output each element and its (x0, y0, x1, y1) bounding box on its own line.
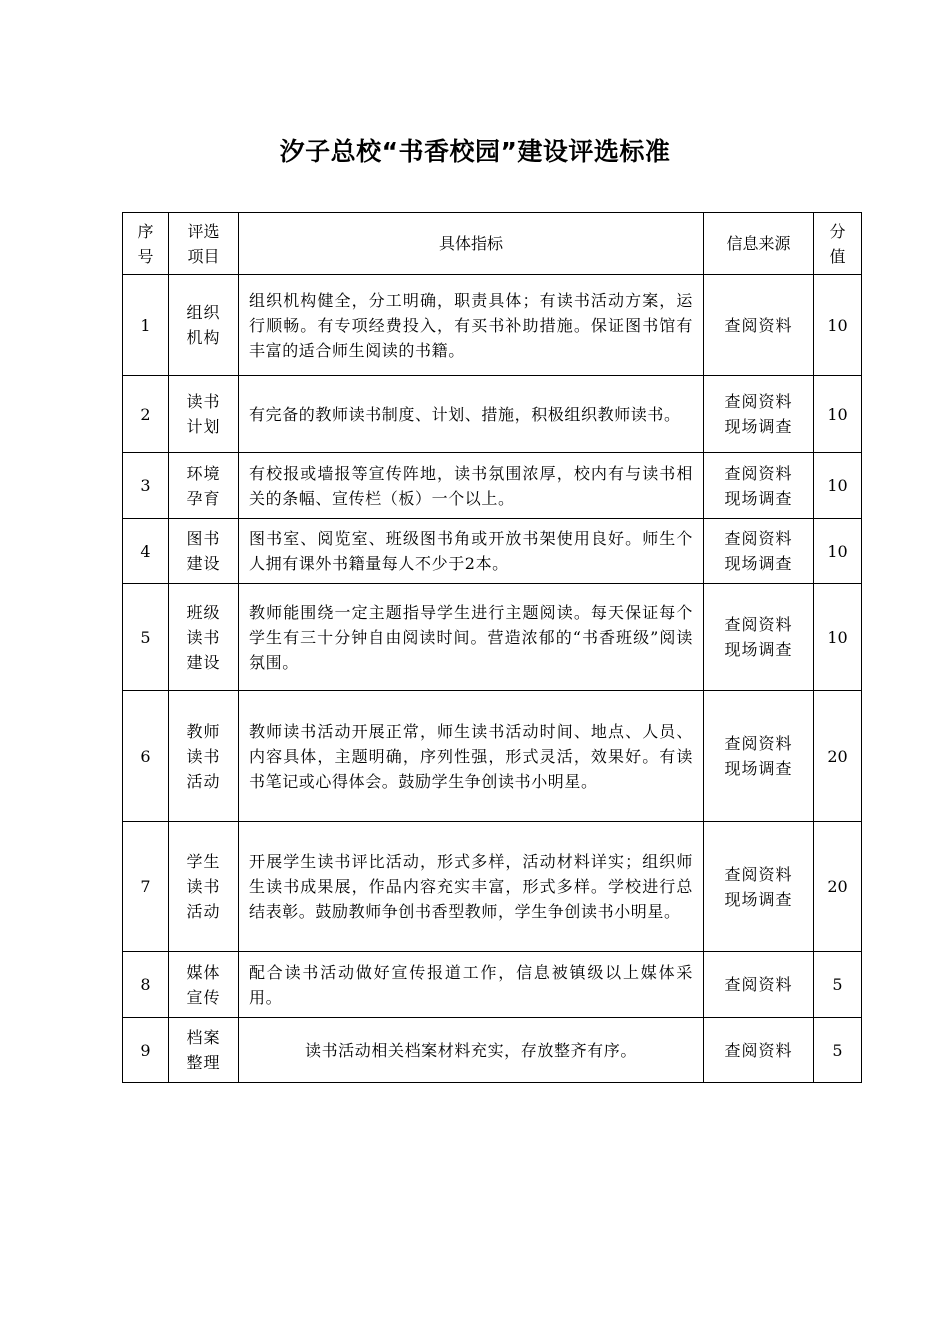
criteria-table (122, 212, 862, 1083)
row-source: 查阅资料 现场调查 (704, 691, 814, 822)
row-score: 10 (814, 584, 862, 691)
row-source: 查阅资料 现场调查 (704, 453, 814, 519)
row-source: 查阅资料 现场调查 (704, 822, 814, 952)
table-header-row (123, 213, 862, 275)
header-item: 评选 项目 (169, 213, 239, 275)
row-desc: 教师读书活动开展正常，师生读书活动时间、地点、人员、内容具体，主题明确，序列性强，形式灵活，效果好。有读书笔记或心得体会。鼓励学生争创读书小明星。 (239, 691, 704, 822)
row-no: 9 (123, 1018, 169, 1083)
row-source: 查阅资料 (704, 1018, 814, 1083)
row-item: 环境 孕育 (169, 453, 239, 519)
row-score: 10 (814, 453, 862, 519)
row-no: 2 (123, 376, 169, 453)
row-item: 组织 机构 (169, 275, 239, 376)
row-no: 6 (123, 691, 169, 822)
table-row (123, 691, 862, 822)
row-item: 图书 建设 (169, 519, 239, 584)
row-desc: 组织机构健全，分工明确，职责具体；有读书活动方案，运行顺畅。有专项经费投入，有买书补助措施。保证图书馆有丰富的适合师生阅读的书籍。 (239, 275, 704, 376)
page-title: 汐子总校“书香校园”建设评选标准 (279, 137, 671, 166)
header-score: 分 值 (814, 213, 862, 275)
row-item: 班级 读书 建设 (169, 584, 239, 691)
table-row (123, 275, 862, 376)
row-score: 20 (814, 691, 862, 822)
table-row (123, 453, 862, 519)
table-row (123, 519, 862, 584)
row-desc: 开展学生读书评比活动，形式多样，活动材料详实；组织师生读书成果展，作品内容充实丰富，形式多样。学校进行总结表彰。鼓励教师争创书香型教师，学生争创读书小明星。 (239, 822, 704, 952)
table-row (123, 376, 862, 453)
row-source: 查阅资料 (704, 952, 814, 1018)
header-source: 信息来源 (704, 213, 814, 275)
row-desc: 教师能围绕一定主题指导学生进行主题阅读。每天保证每个学生有三十分钟自由阅读时间。营造浓郁的“书香班级”阅读氛围。 (239, 584, 704, 691)
row-item: 档案 整理 (169, 1018, 239, 1083)
row-source: 查阅资料 现场调查 (704, 584, 814, 691)
row-no: 1 (123, 275, 169, 376)
row-item: 读书 计划 (169, 376, 239, 453)
table-row (123, 584, 862, 691)
row-desc: 图书室、阅览室、班级图书角或开放书架使用良好。师生个人拥有课外书籍量每人不少于2本。 (239, 519, 704, 584)
header-desc: 具体指标 (239, 213, 704, 275)
row-no: 4 (123, 519, 169, 584)
header-no: 序 号 (123, 213, 169, 275)
row-item: 学生 读书 活动 (169, 822, 239, 952)
row-desc: 配合读书活动做好宣传报道工作，信息被镇级以上媒体采用。 (239, 952, 704, 1018)
row-score: 10 (814, 519, 862, 584)
row-no: 5 (123, 584, 169, 691)
table-row (123, 822, 862, 952)
row-score: 20 (814, 822, 862, 952)
row-no: 3 (123, 453, 169, 519)
table-row (123, 1018, 862, 1083)
row-score: 5 (814, 952, 862, 1018)
row-score: 5 (814, 1018, 862, 1083)
row-no: 8 (123, 952, 169, 1018)
row-source: 查阅资料 现场调查 (704, 519, 814, 584)
row-item: 教师 读书 活动 (169, 691, 239, 822)
row-desc: 有校报或墙报等宣传阵地，读书氛围浓厚，校内有与读书相关的条幅、宣传栏（板）一个以上。 (239, 453, 704, 519)
row-source: 查阅资料 (704, 275, 814, 376)
row-score: 10 (814, 376, 862, 453)
row-desc: 有完备的教师读书制度、计划、措施，积极组织教师读书。 (239, 376, 704, 453)
table-row (123, 952, 862, 1018)
row-desc: 读书活动相关档案材料充实，存放整齐有序。 (239, 1018, 704, 1083)
row-score: 10 (814, 275, 862, 376)
row-no: 7 (123, 822, 169, 952)
row-source: 查阅资料 现场调查 (704, 376, 814, 453)
row-item: 媒体 宣传 (169, 952, 239, 1018)
